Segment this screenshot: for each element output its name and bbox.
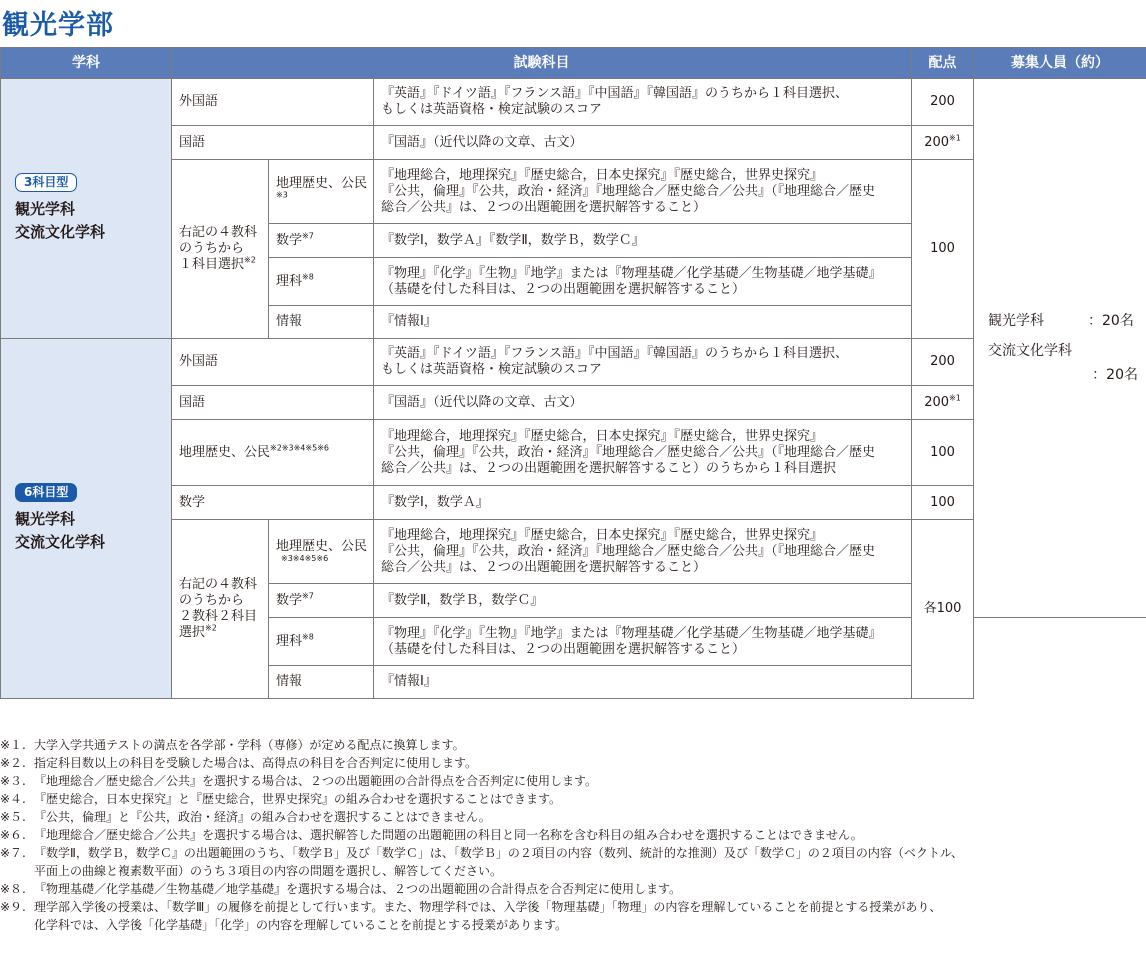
subject-label: 数学$^{※7}$ [269, 584, 374, 618]
subject-label: 外国語 [172, 79, 374, 126]
footnote: ※８. 『物理基礎／化学基礎／生物基礎／地学基礎』を選択する場合は、２つの出題範囲の合計得点を合否判定に使用します。 [0, 882, 682, 896]
choice-group-label: 右記の４教科 のうちから ２教科２科目 選択$^{※2}$ [172, 520, 269, 699]
header-dept: 学科 [1, 48, 172, 79]
recruit-count: ：20名 [1092, 367, 1138, 383]
subject-label: 数学$^{※7}$ [269, 224, 374, 258]
points-value: 100 [912, 160, 974, 339]
subject-label: 地理歴史、公民 ※3※4※5※6 [269, 520, 374, 584]
subject-desc: 『地理総合，地理探究』『歴史総合，日本史探究』『歴史総合，世界史探究』 『公共，倫理』『公共，政治・経済』『地理総合／歴史総合／公共』（『地理総合／歴史 総合／公共』は、２つの出題範囲を選択解答すること） [374, 520, 912, 584]
header-subjects: 試験科目 [172, 48, 912, 79]
recruit-dept: 交流文化学科 [988, 343, 1072, 359]
recruit-line: 観光学科 ：20名 [988, 313, 1134, 329]
subject-desc: 『数学Ⅰ，数学Ａ』『数学Ⅱ，数学Ｂ，数学Ｃ』 [374, 224, 912, 258]
table-row [1, 79, 1146, 126]
badge-6-subjects: 6科目型 [15, 483, 77, 502]
points-value: 200$^{※1}$ [912, 386, 974, 420]
footnote: ※９. 理学部入学後の授業は、「数学Ⅲ」の履修を前提として行います。また、物理学科では、入学後「物理基礎」「物理」の内容を理解していることを前提とする授業があり、 化学科では、入学後「化学基礎」「化学」の内容を理解していることを前提とする授業があります。 [0, 900, 942, 932]
subject-desc: 『物理』『化学』『生物』『地学』または『物理基礎／化学基礎／生物基礎／地学基礎』 （基礎を付した科目は、２つの出題範囲を選択解答すること） [374, 258, 912, 306]
footnote: ※３. 『地理総合／歴史総合／公共』を選択する場合は、２つの出題範囲の合計得点を合否判定に使用します。 [0, 774, 598, 788]
subject-desc: 『国語』（近代以降の文章、古文） [374, 126, 912, 160]
subject-label: 地理歴史、公民$^{※2※3※4※5※6}$ [172, 420, 374, 486]
subject-desc: 『国語』（近代以降の文章、古文） [374, 386, 912, 420]
footnote: ※２. 指定科目数以上の科目を受験した場合は、高得点の科目を合否判定に使用します。 [0, 756, 478, 770]
subject-desc: 『英語』『ドイツ語』『フランス語』『中国語』『韓国語』のうちから１科目選択、 もしくは英語資格・検定試験のスコア [374, 79, 912, 126]
header-recruit: 募集人員（約） [974, 48, 1146, 79]
subject-label: 理科$^{※8}$ [269, 258, 374, 306]
points-value: 200$^{※1}$ [912, 126, 974, 160]
subject-desc: 『数学Ⅱ，数学Ｂ，数学Ｃ』 [374, 584, 912, 618]
recruit-cell [974, 79, 1146, 618]
subject-desc: 『情報Ⅰ』 [374, 306, 912, 339]
category-3-subjects [1, 79, 172, 339]
subject-desc: 『地理総合，地理探究』『歴史総合，日本史探究』『歴史総合，世界史探究』 『公共，倫理』『公共，政治・経済』『地理総合／歴史総合／公共』（『地理総合／歴史 総合／公共』は、２つの出題範囲を選択解答すること） [374, 160, 912, 224]
footnote: ※５. 『公共，倫理』と『公共，政治・経済』の組み合わせを選択することはできません。 [0, 810, 491, 824]
subject-desc: 『情報Ⅰ』 [374, 666, 912, 699]
points-value: 200 [912, 339, 974, 386]
points-value: 100 [912, 420, 974, 486]
subject-label: 国語 [172, 126, 374, 160]
dept-name: 交流文化学科 [15, 533, 106, 551]
page-title: 観光学部 [2, 10, 114, 41]
points-value: 100 [912, 486, 974, 520]
points-value: 各100 [912, 520, 974, 699]
footnote: ※４. 『歴史総合，日本史探究』と『歴史総合，世界史探究』の組み合わせを選択することはできます。 [0, 792, 562, 806]
dept-name: 交流文化学科 [15, 223, 106, 241]
subject-desc: 『物理』『化学』『生物』『地学』または『物理基礎／化学基礎／生物基礎／地学基礎』 （基礎を付した科目は、２つの出題範囲を選択解答すること） [374, 618, 912, 666]
dept-name: 観光学科 [15, 510, 76, 528]
badge-3-subjects: 3科目型 [15, 173, 77, 192]
subject-label: 地理歴史、公民$^{※3}$ [269, 160, 374, 224]
exam-subjects-table [0, 47, 1146, 699]
subject-desc: 『地理総合，地理探究』『歴史総合，日本史探究』『歴史総合，世界史探究』 『公共，倫理』『公共，政治・経済』『地理総合／歴史総合／公共』（『地理総合／歴史 総合／公共』は、２つの出題範囲を選択解答すること）のうちから１科目選択 [374, 420, 912, 486]
subject-label: 情報 [269, 666, 374, 699]
subject-desc: 『数学Ⅰ，数学Ａ』 [374, 486, 912, 520]
footnote: ※１. 大学入学共通テストの満点を各学部・学科（専修）が定める配点に換算します。 [0, 738, 465, 752]
subject-label: 国語 [172, 386, 374, 420]
category-6-subjects [1, 339, 172, 699]
footnotes [0, 736, 1146, 934]
subject-label: 情報 [269, 306, 374, 339]
header-points: 配点 [912, 48, 974, 79]
subject-label: 理科$^{※8}$ [269, 618, 374, 666]
subject-label: 数学 [172, 486, 374, 520]
footnote: ※７. 『数学Ⅱ，数学Ｂ，数学Ｃ』の出題範囲のうち、「数学Ｂ」及び「数学Ｃ」は、「数学Ｂ」の２項目の内容（数列、統計的な推測）及び「数学Ｃ」の２項目の内容（ベクトル、 平面上の曲線と複素数平面）のうち３項目の内容の問題を選択し、解答してください。 [0, 846, 963, 878]
subject-desc: 『英語』『ドイツ語』『フランス語』『中国語』『韓国語』のうちから１科目選択、 もしくは英語資格・検定試験のスコア [374, 339, 912, 386]
table-header-row [1, 48, 1146, 79]
choice-group-label: 右記の４教科 のうちから １科目選択$^{※2}$ [172, 160, 269, 339]
points-value: 200 [912, 79, 974, 126]
footnote: ※６. 『地理総合／歴史総合／公共』を選択する場合は、選択解答した問題の出題範囲の科目と同一名称を含む科目の組み合わせを選択することはできません。 [0, 828, 863, 842]
subject-label: 外国語 [172, 339, 374, 386]
dept-name: 観光学科 [15, 200, 76, 218]
